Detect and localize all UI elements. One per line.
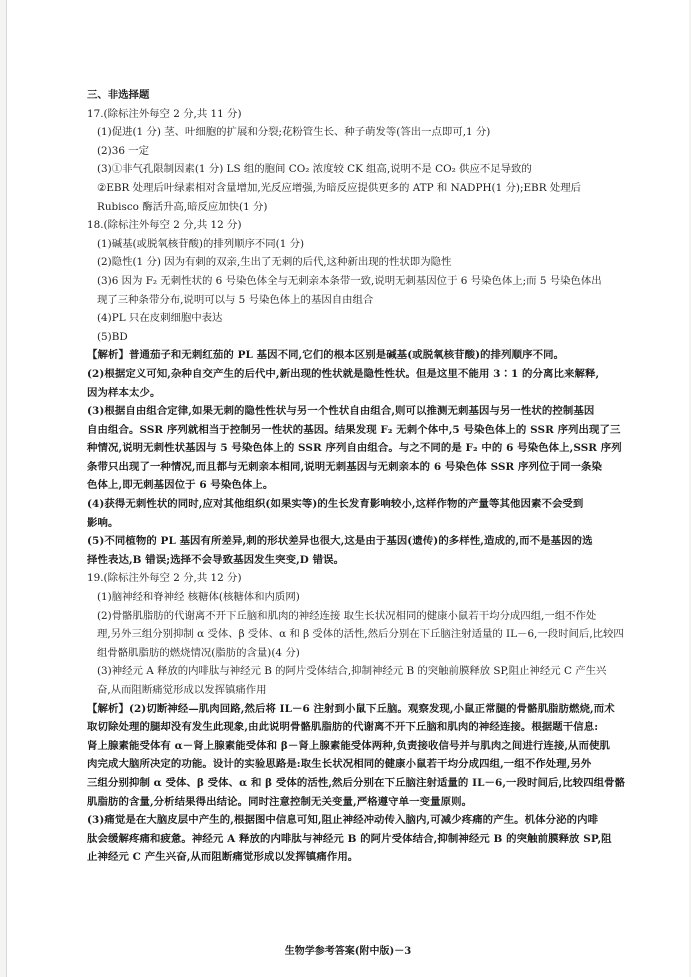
analysis-line: 种情况,说明无刺性状基因与 5 号染色体上的 SSR 序列自由组合。与之不同的是 F₂ 中的 6 号染色体上,SSR 序列	[87, 442, 622, 455]
analysis-line: 自由组合。SSR 序列就相当于控制另一性状的基因。结果发现 F₂ 无刺个体中,5 号染色体上的 SSR 序列出现了三	[87, 423, 621, 436]
answer-line: 理,另外三组分别抑制 α 受体、β 受体、α 和 β 受体的活性,然后分别在下丘脑注射适量的 IL－6,一段时间后,比较四	[97, 628, 624, 641]
analysis-line: (2)根据定义可知,杂种自交产生的后代中,新出现的性状就是隐性性状。但是这里不能用 3∶1 的分离比来解释,	[87, 367, 600, 380]
answer-line: ②EBR 处理后叶绿素相对含量增加,光反应增强,为暗反应提供更多的 ATP 和 NADPH(1 分);EBR 处理后	[97, 181, 581, 194]
analysis-line: (5)不同植物的 PL 基因有所差异,刺的形状差异也很大,这是由于基因(遗传)的多样性,造成的,而不是基因的选	[87, 535, 593, 548]
analysis-line: 取切除处理的腿却没有发生此现象,由此说明骨骼肌脂肪的代谢离不开下丘脑和肌肉的神经连接。根据题干信息:	[87, 721, 599, 734]
analysis-line: 因为样本太少。	[87, 386, 161, 399]
answer-line: (3)①非气孔限制因素(1 分) LS 组的胞间 CO₂ 浓度较 CK 组高,说明不是 CO₂ 供应不足导致的	[97, 163, 532, 176]
answer-line: (5)BD	[97, 330, 128, 343]
answer-line: (2)骨骼肌脂肪的代谢离不开下丘脑和肌肉的神经连接 取生长状况相同的健康小鼠若干均分成四组,一组不作处	[97, 609, 597, 622]
answer-line: 奋,从而阻断痛觉形成以发挥镇痛作用	[97, 684, 267, 696]
analysis-line: 色体上,即无刺基因位于 6 号染色体上。	[87, 479, 274, 492]
answer-line: 现了三种条带分布,说明可以与 5 号染色体上的基因自由组合	[97, 293, 374, 306]
analysis-line: 【解析】普通茄子和无刺红茄的 PL 基因不同,它们的根本区别是碱基(或脱氧核苷酸)的排列顺序不同。	[87, 349, 565, 362]
analysis-line: (3)痛觉是在大脑皮层中产生的,根据图中信息可知,阻止神经冲动传入脑内,可减少疼痛的产生。机体分泌的内啡	[87, 814, 599, 827]
section-title: 三、非选择题	[87, 89, 150, 101]
analysis-line: (4)获得无刺性状的同时,应对其他组织(如果实等)的生长发育影响较小,这样作物的产量等其他因素不会受到	[87, 498, 584, 511]
page-footer: 生物学参考答案(附中版)－3	[284, 946, 412, 957]
answer-key-body	[87, 86, 635, 867]
analysis-line: 肉完成大脑所决定的功能。设计的实验思路是:取生长状况相同的健康小鼠若干均分成四组,一组不作处理,另外	[87, 758, 592, 771]
analysis-line: 三组分别抑制 α 受体、β 受体、α 和 β 受体的活性,然后分别在下丘脑注射适量的 IL－6,一段时间后,比较四组骨骼	[87, 776, 626, 789]
answer-line: (2)36 一定	[97, 144, 150, 157]
analysis-line: 择性表达,B 错误;选择不会导致基因发生突变,D 错误。	[87, 553, 345, 566]
answer-line: (3)神经元 A 释放的内啡肽与神经元 B 的阿片受体结合,抑制神经元 B 的突触前膜释放 SP,阻止神经元 C 产生兴	[97, 665, 607, 678]
answer-line: Rubisco 酶活升高,暗反应加快(1 分)	[97, 200, 268, 213]
answer-line: (1)碱基(或脱氧核苷酸)的排列顺序不同(1 分)	[97, 237, 305, 250]
question-header: 18.(除标注外每空 2 分,共 12 分)	[87, 219, 242, 232]
analysis-line: 肽会缓解疼痛和疲惫。神经元 A 释放的内啡肽与神经元 B 的阿片受体结合,抑制神经元 B 的突触前膜释放 SP,阻	[87, 832, 612, 845]
analysis-line: 肌脂肪的含量,分析结果得出结论。同时注意控制无关变量,严格遵守单一变量原则。	[87, 795, 473, 808]
analysis-line: 【解析】(2)切断神经—肌肉回路,然后将 IL－6 注射到小鼠下丘脑。观察发现,小鼠正常腿的骨骼肌脂肪燃烧,而术	[87, 702, 615, 715]
document-page	[6, 0, 689, 977]
question-header: 19.(除标注外每空 2 分,共 12 分)	[87, 572, 242, 585]
answer-line: 组骨骼肌脂肪的燃烧情况(脂肪的含量)(4 分)	[97, 646, 300, 659]
answer-line: (1)脑神经和脊神经 核糖体(核糖体和内质网)	[97, 591, 300, 604]
analysis-line: 条带只出现了一种情况,而且都与无刺亲本相同,说明无刺基因与无刺亲本的 6 号染色体 SSR 序列位于同一条染	[87, 460, 602, 473]
analysis-line: 止神经元 C 产生兴奋,从而阻断痛觉形成以发挥镇痛作用。	[87, 851, 359, 864]
answer-line: (1)促进(1 分) 茎、叶细胞的扩展和分裂;花粉管生长、种子萌发等(答出一点即可,1 分)	[97, 126, 491, 139]
answer-line: (2)隐性(1 分) 因为有刺的双亲,生出了无刺的后代,这种新出现的性状即为隐性	[97, 256, 452, 269]
answer-line: (3)6 因为 F₂ 无刺性状的 6 号染色体全与无刺亲本条带一致,说明无刺基因位于 6 号染色体上;而 5 号染色体出	[97, 274, 602, 287]
analysis-line: 肾上腺素能受体有 α－肾上腺素能受体和 β－肾上腺素能受体两种,负责接收信号并与肌肉之间进行连接,从而使肌	[87, 739, 611, 752]
analysis-line: 影响。	[87, 516, 119, 529]
analysis-line: (3)根据自由组合定律,如果无刺的隐性性状与另一个性状自由组合,则可以推测无刺基因与另一性状的控制基因	[87, 405, 595, 418]
answer-line: (4)PL 只在皮刺细胞中表达	[97, 312, 223, 325]
question-header: 17.(除标注外每空 2 分,共 11 分)	[87, 107, 242, 120]
